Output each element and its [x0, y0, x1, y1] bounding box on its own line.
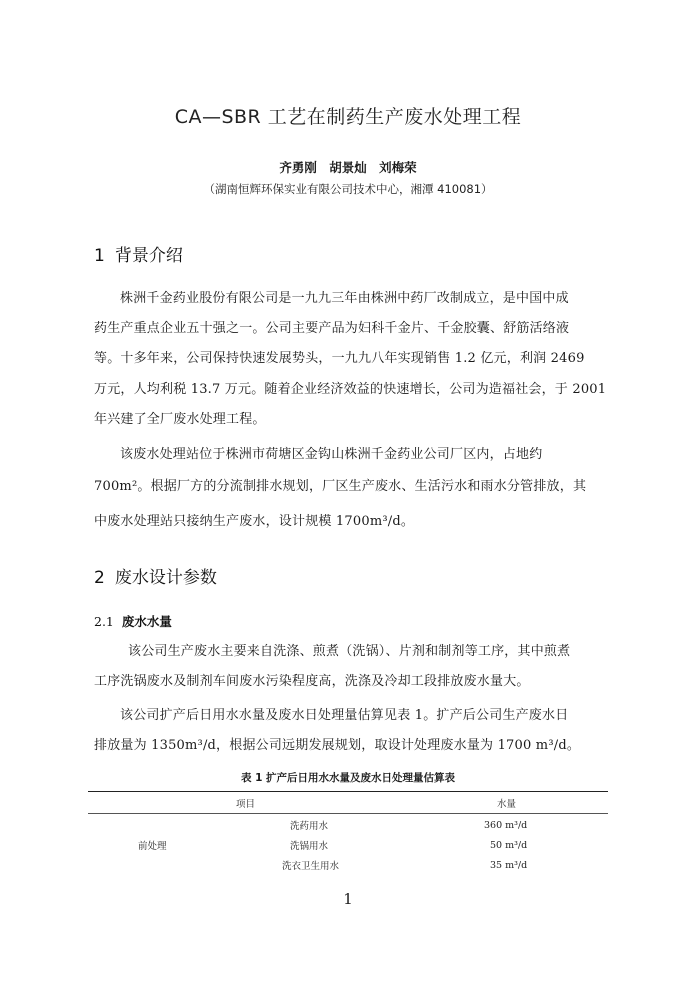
subsection-title: 废水水量 — [121, 614, 172, 629]
section-title: 废水设计参数 — [114, 568, 217, 588]
paragraph-line: 株洲千金药业股份有限公司是一九九三年由株洲中药厂改制成立，是中国中成 — [120, 291, 569, 306]
section-number: 1 — [94, 246, 105, 266]
affiliation: （湖南恒辉环保实业有限公司技术中心，湘潭 410081） — [203, 182, 493, 196]
paragraph-line: 等。十多年来，公司保持快速发展势头，一九九八年实现销售 1.2 亿元，利润 2469 — [94, 351, 585, 366]
page-title: CA—SBR 工艺在制药生产废水处理工程 — [174, 106, 522, 128]
table-group-label: 前处理 — [138, 841, 167, 852]
section-1-heading — [94, 241, 183, 266]
section-2-heading — [94, 563, 217, 588]
table-header-item: 项目 — [236, 799, 256, 810]
table-row-name: 洗药用水 — [290, 821, 329, 832]
subsection-number: 2.1 — [94, 614, 114, 629]
page-number: 1 — [343, 890, 353, 908]
paragraph-line: 排放量为 1350m³/d，根据公司远期发展规划，取设计处理废水量为 1700 m³/d。 — [94, 738, 581, 753]
table-caption: 表 1 扩产后日用水水量及废水日处理量估算表 — [240, 772, 456, 784]
paragraph-line: 万元，人均利税 13.7 万元。随着企业经济效益的快速增长，公司为造福社会，于 2001 — [94, 382, 607, 397]
paragraph-line: 该公司生产废水主要来自洗涤、煎煮（洗锅）、片剂和制剂等工序，其中煎煮 — [128, 644, 571, 659]
section-number: 2 — [94, 568, 105, 588]
authors: 齐勇刚 胡景灿 刘梅荣 — [279, 160, 417, 175]
subsection-2-1-heading — [94, 612, 172, 630]
paragraph-line: 年兴建了全厂废水处理工程。 — [94, 412, 266, 427]
paragraph-line: 药生产重点企业五十强之一。公司主要产品为妇科千金片、千金胶囊、舒筋活络液 — [94, 321, 570, 336]
table-row-name: 洗衣卫生用水 — [282, 861, 340, 872]
table-row-volume: 360 m³/d — [484, 820, 528, 831]
paragraph-line: 该公司扩产后日用水水量及废水日处理量估算见表 1。扩产后公司生产废水日 — [120, 708, 569, 723]
table-header-volume: 水量 — [497, 799, 517, 810]
table-header-rule — [88, 813, 608, 814]
table-row-volume: 50 m³/d — [490, 840, 528, 851]
table-top-rule — [88, 791, 608, 792]
paragraph-line: 该废水处理站位于株洲市荷塘区金钩山株洲千金药业公司厂区内，占地约 — [120, 447, 543, 462]
table-row-name: 洗锅用水 — [290, 841, 329, 852]
paragraph-line: 中废水处理站只接纳生产废水，设计规模 1700m³/d。 — [94, 514, 415, 529]
paragraph-line: 工序洗锅废水及制剂车间废水污染程度高，洗涤及冷却工段排放废水量大。 — [94, 674, 530, 689]
section-title: 背景介绍 — [114, 246, 183, 266]
table-row-volume: 35 m³/d — [490, 860, 528, 871]
paragraph-line: 700m²。根据厂方的分流制排水规划，厂区生产废水、生活污水和雨水分管排放，其 — [94, 479, 587, 494]
